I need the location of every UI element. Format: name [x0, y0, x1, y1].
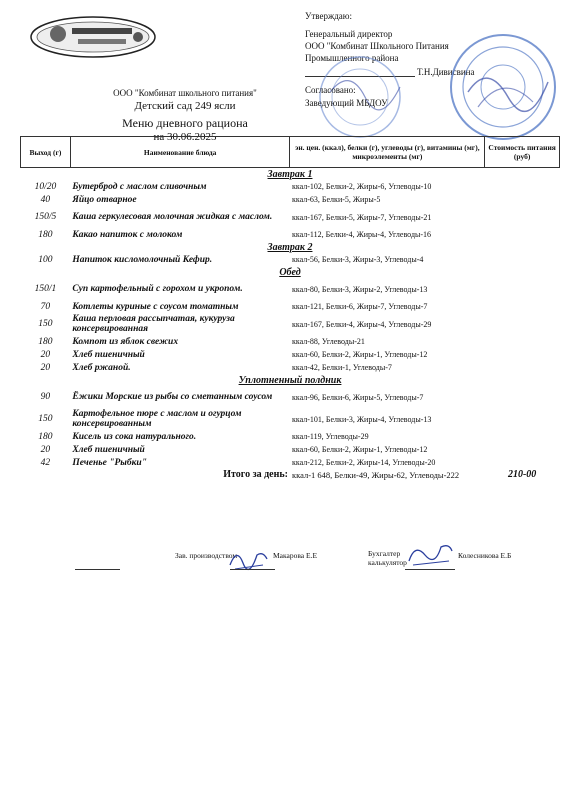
nutrition-cell: ккал-88, Углеводы-21 [291, 337, 365, 346]
nutrition-cell: ккал-101, Белки-3, Жиры-4, Углеводы-13 [291, 414, 432, 424]
accountant-signature [405, 539, 455, 571]
table-row [21, 206, 560, 228]
nutrition-cell: ккал-63, Белки-5, Жиры-5 [291, 195, 381, 204]
dish-cell: Бутерброд с маслом сливочным [72, 181, 207, 192]
dish-cell: Хлеб пшеничный [72, 444, 145, 455]
section-row [21, 241, 560, 253]
output-cell: 150 [38, 319, 53, 329]
signature-line [405, 569, 455, 570]
table-row [21, 228, 560, 241]
section-title: Уплотненный полдник [238, 374, 342, 386]
total-price: 210-00 [507, 469, 537, 480]
column-header-price: Стоимость питания (руб) [485, 137, 560, 168]
dish-cell: Печенье "Рыбки" [72, 457, 147, 468]
signature-block [0, 545, 577, 585]
approval-position: Генеральный директор [305, 29, 393, 39]
output-cell: 42 [40, 457, 51, 468]
nutrition-cell: ккал-121, Белки-6, Жиры-7, Углеводы-7 [291, 302, 428, 311]
approval-name: Т.Н.Дивисвина [417, 67, 475, 77]
approval-title: Утверждаю: [305, 11, 353, 21]
table-row [21, 456, 560, 469]
menu-title: Меню дневного рациона [122, 116, 248, 130]
table-row [21, 313, 560, 335]
dish-cell: Каша перловая рассыпчатая, кукуруза консервированная [72, 314, 235, 334]
menu-table [20, 136, 560, 480]
nutrition-cell: ккал-167, Белки-4, Жиры-4, Углеводы-29 [291, 319, 432, 329]
dish-cell: Яйцо отварное [72, 194, 137, 205]
signature-line [230, 569, 275, 570]
nutrition-cell: ккал-42, Белки-1, Углеводы-7 [291, 363, 392, 372]
table-row [21, 193, 560, 206]
column-header-output: Выход (г) [21, 137, 71, 168]
dish-cell: Напиток кисломолочный Кефир. [72, 254, 213, 265]
table-row [21, 386, 560, 408]
output-cell: 100 [38, 254, 53, 265]
section-title: Завтрак 1 [267, 168, 313, 180]
output-cell: 20 [40, 349, 51, 360]
accountant-name: Колесникова Е.Б [458, 551, 512, 560]
output-cell: 90 [40, 392, 51, 402]
kindergarten-name: Детский сад 249 ясли [134, 100, 236, 112]
nutrition-cell: ккал-56, Белки-3, Жиры-3, Углеводы-4 [291, 255, 424, 264]
nutrition-cell: ккал-119, Углеводы-29 [291, 432, 369, 441]
output-cell: 40 [40, 194, 51, 205]
output-cell: 150/5 [34, 212, 57, 222]
nutrition-cell: ккал-60, Белки-2, Жиры-1, Углеводы-12 [291, 445, 428, 454]
output-cell: 150/1 [34, 284, 57, 294]
table-row [21, 180, 560, 193]
organization-name: ООО "Комбинат школьного питания" [113, 88, 257, 98]
approval-company: ООО "Комбинат Школьного Питания [305, 41, 449, 51]
output-cell: 180 [38, 431, 53, 442]
nutrition-cell: ккал-212, Белки-2, Жиры-14, Углеводы-20 [291, 458, 436, 467]
official-seal [448, 32, 558, 142]
output-cell: 180 [38, 229, 53, 240]
signature-line [75, 569, 120, 570]
agreed-position: Заведующий МБДОУ [305, 98, 388, 108]
column-header-nutrition: эн. цен. (ккал), белки (г), углеводы (г), витамины (мг), микроэлементы (мг) [290, 137, 485, 168]
output-cell: 20 [40, 444, 51, 455]
output-cell: 10/20 [34, 181, 57, 192]
table-row [21, 361, 560, 374]
section-row [21, 168, 560, 181]
section-title: Обед [279, 266, 301, 278]
nutrition-cell: ккал-96, Белки-6, Жиры-5, Углеводы-7 [291, 392, 424, 402]
dish-cell: Хлеб пшеничный [72, 349, 145, 360]
dish-cell: Кисель из сока натурального. [72, 431, 197, 442]
production-manager-role: Зав. производством [175, 551, 238, 560]
table-row [21, 253, 560, 266]
table-row [21, 430, 560, 443]
table-row [21, 278, 560, 300]
output-cell: 180 [38, 336, 53, 347]
column-header-dish: Наименование блюда [70, 137, 290, 168]
dish-cell: Котлеты куриные с соусом томатным [72, 301, 239, 312]
section-row [21, 374, 560, 386]
section-row [21, 266, 560, 278]
menu-date: на 30.06.2025 [153, 131, 217, 143]
nutrition-cell: ккал-167, Белки-5, Жиры-7, Углеводы-21 [291, 212, 432, 222]
dish-cell: Какао напиток с молоком [72, 229, 183, 240]
output-cell: 70 [40, 301, 51, 312]
dish-cell: Ёжики Морские из рыбы со сметанным соусом [72, 392, 273, 402]
table-row [21, 348, 560, 361]
accountant-role: Бухгалтер калькулятор [368, 549, 407, 567]
agreed-title: Согласовано: [305, 85, 356, 95]
agreed-block [305, 84, 388, 110]
production-manager-name: Макарова Е.Е [273, 551, 318, 560]
dish-cell: Компот из яблок свежих [72, 336, 179, 347]
approval-district: Промышленного района [305, 53, 399, 63]
table-row [21, 300, 560, 313]
production-manager-signature [225, 545, 270, 575]
nutrition-cell: ккал-102, Белки-2, Жиры-6, Углеводы-10 [291, 182, 432, 191]
section-title: Завтрак 2 [267, 241, 313, 253]
total-row [21, 469, 560, 480]
dish-cell: Хлеб ржаной. [72, 362, 131, 373]
nutrition-cell: ккал-80, Белки-3, Жиры-2, Углеводы-13 [291, 284, 428, 294]
total-label: Итого за день: [223, 469, 288, 480]
document-heading [70, 88, 300, 143]
output-cell: 150 [38, 414, 53, 424]
dish-cell: Каша геркулесовая молочная жидкая с маслом. [72, 212, 273, 222]
table-row [21, 443, 560, 456]
table-header [21, 137, 560, 168]
dish-cell: Картофельное пюре с маслом и огурцом консервированным [72, 409, 242, 429]
total-nutrition: ккал-1 648, Белки-49, Жиры-62, Углеводы-222 [291, 469, 460, 480]
company-logo [28, 12, 158, 62]
table-row [21, 408, 560, 430]
nutrition-cell: ккал-60, Белки-2, Жиры-1, Углеводы-12 [291, 350, 428, 359]
output-cell: 20 [40, 362, 51, 373]
nutrition-cell: ккал-112, Белки-4, Жиры-4, Углеводы-16 [291, 230, 432, 239]
dish-cell: Суп картофельный с горохом и укропом. [72, 284, 243, 294]
table-row [21, 335, 560, 348]
